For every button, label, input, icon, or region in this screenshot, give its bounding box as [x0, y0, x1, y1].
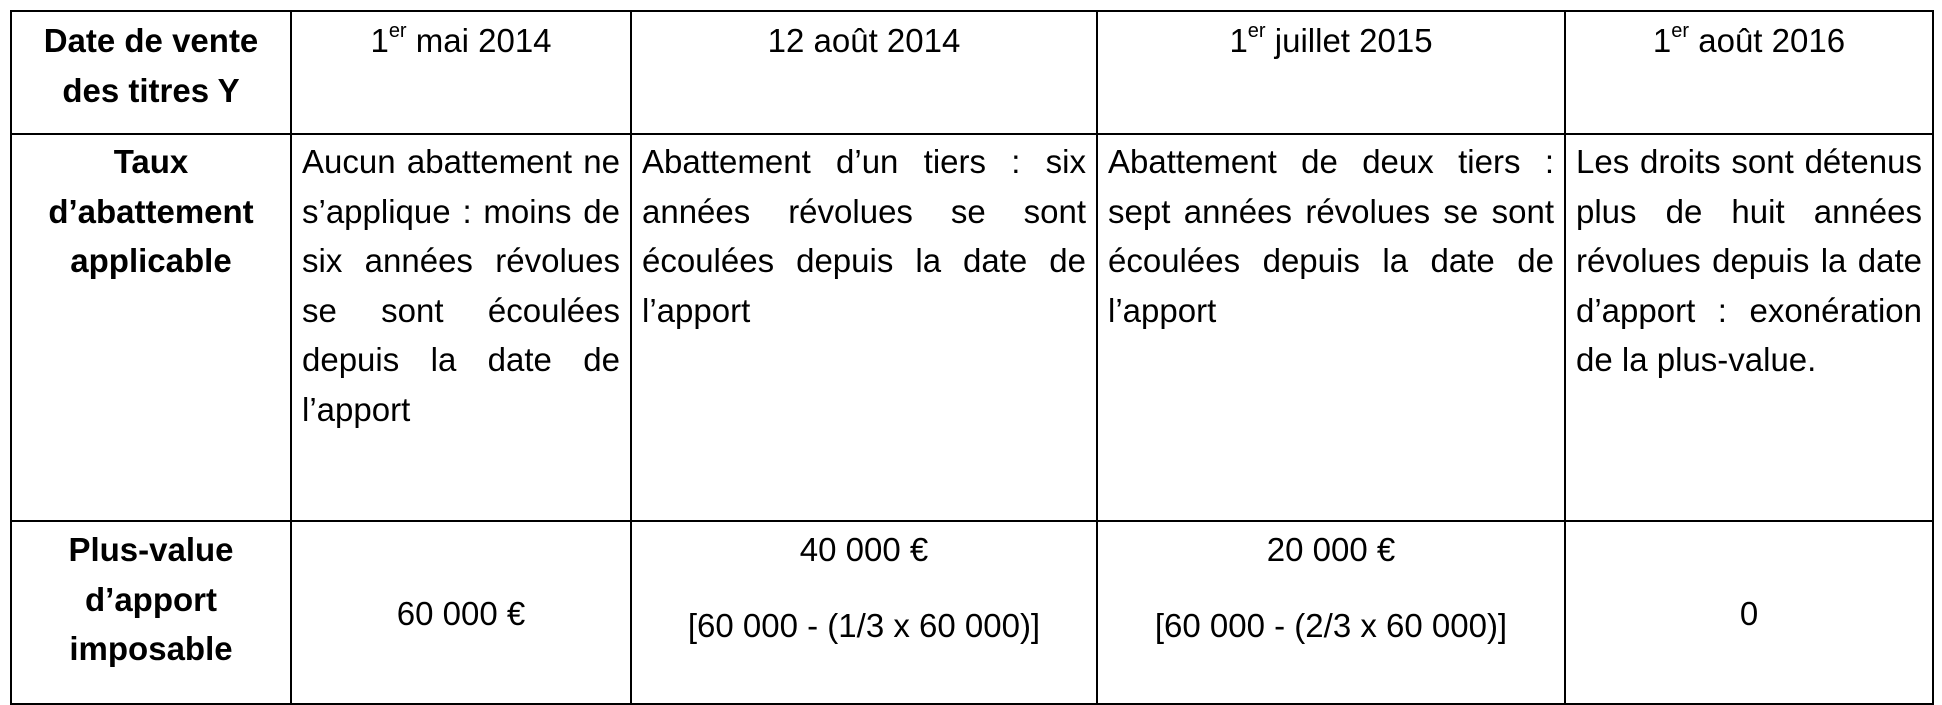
plus-value-cell-3: [1097, 521, 1565, 704]
plus-value-cell-4: [1565, 521, 1933, 704]
abattement-cell-4: Les droits sont détenus plus de huit années révolues depuis la date d’apport : exonération de la plus-value.: [1565, 134, 1933, 521]
plus-value-formula: [60 000 - (1/3 x 60 000)]: [687, 606, 1041, 644]
table-row-dates: [11, 11, 1933, 134]
plus-value-formula: [60 000 - (2/3 x 60 000)]: [1154, 606, 1508, 644]
plus-value-amount: 60 000 €: [396, 595, 526, 633]
plus-value-cell-2: [631, 521, 1097, 704]
plus-value-amount: 40 000 €: [799, 531, 929, 568]
plus-value-cell-1: [291, 521, 631, 704]
date-cell-2: 12 août 2014: [631, 11, 1097, 134]
date-cell-3: 1er juillet 2015: [1097, 11, 1565, 134]
abattement-cell-1: Aucun abattement ne s’applique : moins de six années révolues se sont écoulées depuis la date de l’apport: [291, 134, 631, 521]
row-header-taux-abattement: Taux d’abattement applicable: [11, 134, 291, 521]
abattement-cell-3: Abattement de deux tiers : sept années révolues se sont écoulées depuis la date de l’apport: [1097, 134, 1565, 521]
plus-value-amount: 0: [1739, 595, 1759, 633]
row-header-date-vente: Date de vente des titres Y: [11, 11, 291, 134]
date-cell-4: 1er août 2016: [1565, 11, 1933, 134]
abattement-cell-2: Abattement d’un tiers : six années révolues se sont écoulées depuis la date de l’apport: [631, 134, 1097, 521]
row-header-plus-value: Plus-value d’apport imposable: [11, 521, 291, 704]
table-row-plus-value: [11, 521, 1933, 704]
plus-value-amount: 20 000 €: [1266, 531, 1396, 568]
date-cell-1: 1er mai 2014: [291, 11, 631, 134]
table-row-abattement: [11, 134, 1933, 521]
plus-value-table: [10, 10, 1934, 705]
